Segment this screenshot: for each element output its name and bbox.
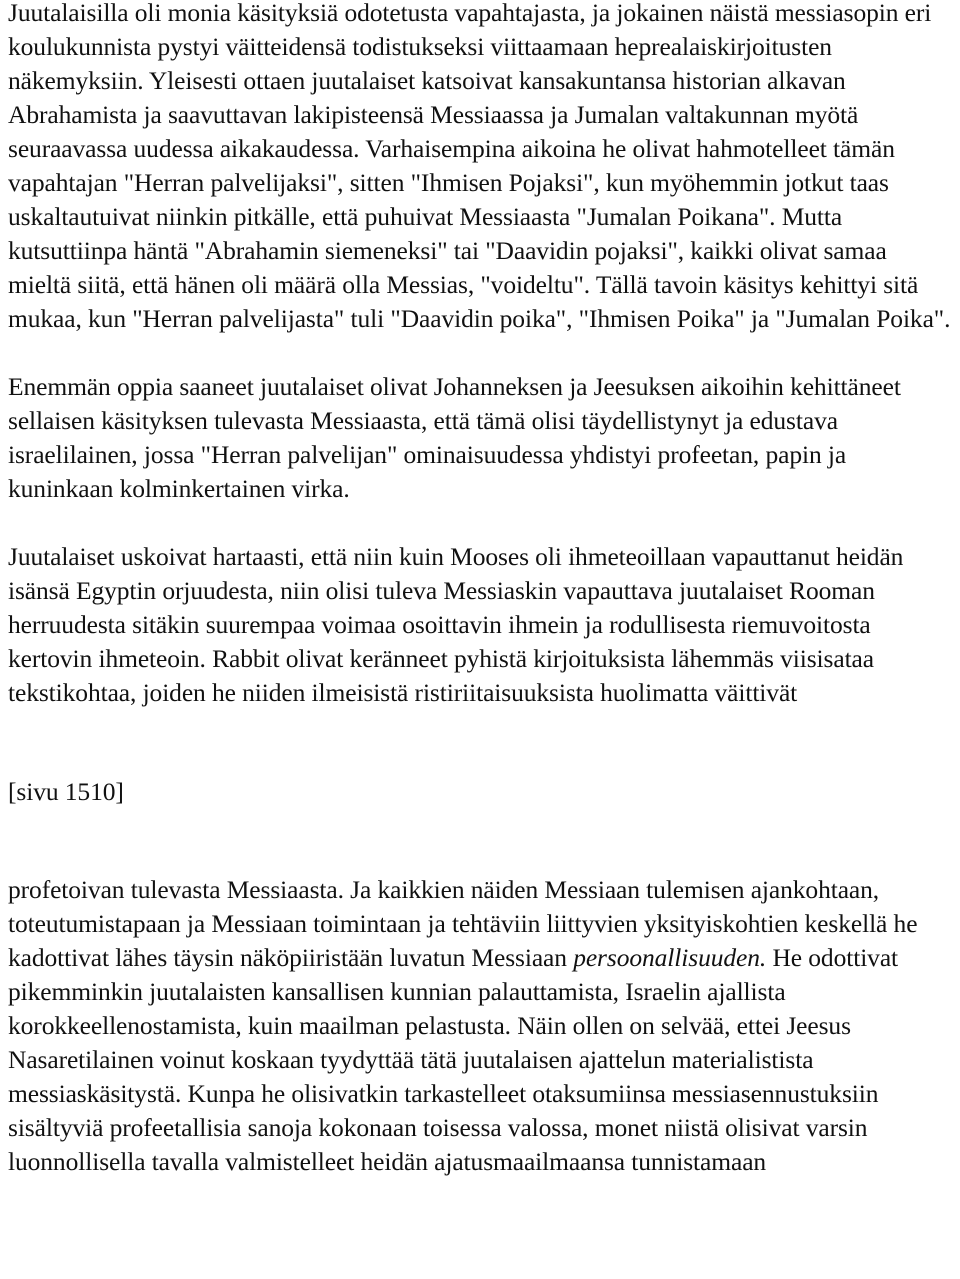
paragraph-messiah-personality [8, 873, 954, 1179]
paragraph-learned-jews: Enemmän oppia saaneet juutalaiset olivat Johanneksen ja Jeesuksen aikoihin kehittäneet sellaisen käsityksen tulevasta Messiaasta, että tämä olisi täydellistynyt ja edustava israelilainen, jossa "Herran palvelijan" ominaisuudessa yhdistyi profeetan, papin ja kuninkaan kolminkertainen virka. [8, 372, 901, 503]
emphasized-word: persoonallisuuden. [573, 943, 767, 972]
paragraph-moses-deliverance: Juutalaiset uskoivat hartaasti, että niin kuin Mooses oli ihmeteoillaan vapauttanut heidän isänsä Egyptin orjuudesta, niin olisi tuleva Messiaskin vapauttava juutalaiset Rooman herruudesta sitäkin suurempaa voimaa osoittavin ihmein ja rodullisesta riemuvoitosta kertovin ihmeteoin. Rabbit olivat keränneet pyhistä kirjoituksista lähemmäs viisisataa tekstikohtaa, joiden he niiden ilmeisistä ristiriitaisuuksista huolimatta väittivät [8, 542, 904, 707]
page-number-marker: [sivu 1510] [8, 777, 124, 806]
paragraph-messiah-concepts: Juutalaisilla oli monia käsityksiä odotetusta vapahtajasta, ja jokainen näistä messiasopin eri koulukunnista pystyi väitteidensä todistukseksi viittaamaan heprealaiskirjoitusten näkemyksiin. Yleisesti ottaen juutalaiset katsoivat kansakuntansa historian alkavan Abrahamista ja saavuttavan lakipisteensä Messiaassa ja Jumalan valtakunnan myötä seuraavassa uudessa aikakaudessa. Varhaisempina aikoina he olivat hahmotelleet tämän vapahtajan "Herran palvelijaksi", sitten "Ihmisen Pojaksi", kun myöhemmin jotkut taas uskaltautuivat niinkin pitkälle, että puhuivat Messiaasta "Jumalan Poikana". Mutta kutsuttiinpa häntä "Abrahamin siemeneksi" tai "Daavidin pojaksi", kaikki olivat samaa mieltä siitä, että hänen oli määrä olla Messias, "voideltu". Tällä tavoin käsitys kehittyi sitä mukaa, kun "Herran palvelijasta" tuli "Daavidin poika", "Ihmisen Poika" ja "Jumalan Poika". [8, 0, 951, 333]
paragraph-text-after-emphasis: He odottivat pikemminkin juutalaisten kansallisen kunnian palauttamista, Israelin ajallista korokkeellenostamista, kuin maailman pelastusta. Näin ollen on selvää, ettei Jeesus Nasaretilainen voinut koskaan tyydyttää tätä juutalaisen ajattelun materialistista messiaskäsitystä. Kunpa he olisivatkin tarkastelleet otaksumiinsa messiasennustuksiin sisältyviä profeetallisia sanoja kokonaan toisessa valossa, monet niistä olisivat varsin luonnollisella tavalla valmistelleet heidän ajatusmaailmaansa tunnistamaan [8, 943, 899, 1176]
paragraph-text-before-emphasis: profetoivan tulevasta Messiaasta. Ja kaikkien näiden Messiaan tulemisen ajankohtaan, toteutumistapaan ja Messiaan toimintaan ja tehtäviin liittyvien yksityiskohtien keskellä he kadottivat lähes täysin näköpiiristään luvatun Messiaan [8, 875, 918, 972]
